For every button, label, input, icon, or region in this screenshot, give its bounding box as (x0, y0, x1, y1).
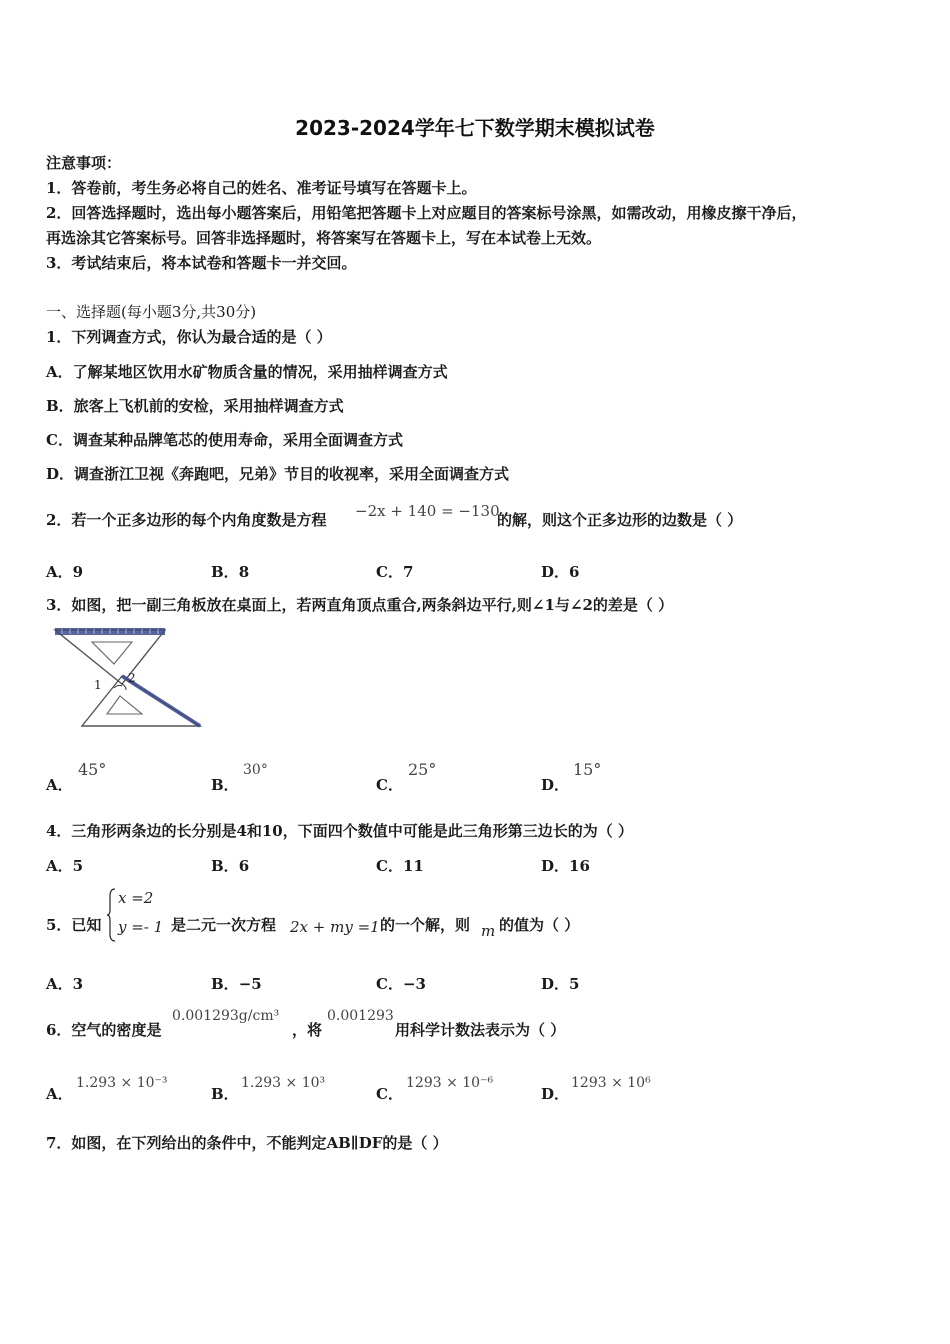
notice-item: 2．回答选择题时，选出每小题答案后，用铅笔把答题卡上对应题目的答案标号涂黑，如需改动，用橡皮擦干净后， (46, 204, 807, 222)
q2-equation: −2x + 140 = −130 (355, 502, 500, 520)
q5-option-c: C．−3 (376, 975, 426, 993)
q3-stem: 3．如图，把一副三角板放在桌面上，若两直角顶点重合,两条斜边平行,则∠1与∠2的差是（ ） (46, 596, 674, 614)
q4-option-d: D．16 (541, 857, 590, 875)
q2-option-b: B．8 (211, 563, 250, 581)
q7-stem: 7．如图，在下列给出的条件中，不能判定AB∥DF的是（ ） (46, 1134, 448, 1152)
q1-option-b: B．旅客上飞机前的安检，采用抽样调查方式 (46, 397, 344, 415)
q5-option-b: B．−5 (211, 975, 262, 993)
page-title: 2023-2024学年七下数学期末模拟试卷 (295, 116, 655, 140)
q5-option-a: A．3 (46, 975, 84, 993)
upper-set-square (55, 630, 165, 684)
q2-option-c: C．7 (376, 563, 414, 581)
q2-option-d: D．6 (541, 563, 580, 581)
q6-option-b-letter: B． (211, 1085, 239, 1103)
system-brace-icon (106, 888, 116, 942)
q5-system-eq2: y =- 1 (118, 918, 164, 936)
q3-option-a-value: 45° (78, 760, 107, 779)
q6-option-d-letter: D． (541, 1085, 570, 1103)
q5-option-d: D．5 (541, 975, 580, 993)
q6-option-c-letter: C． (376, 1085, 403, 1103)
q3-option-c-letter: C． (376, 776, 403, 794)
q3-option-a-letter: A． (46, 776, 73, 794)
q5-system-eq1: x =2 (118, 889, 154, 907)
q6-stem-a: 6．空气的密度是 (46, 1021, 162, 1039)
q2-stem-b: 的解，则这个正多边形的边数是（ ） (497, 511, 743, 529)
q3-option-b-value: 30° (243, 762, 268, 778)
q1-option-d: D．调查浙江卫视《奔跑吧，兄弟》节目的收视率，采用全面调查方式 (46, 465, 510, 483)
q5-stem-c: 的一个解，则 (380, 916, 471, 934)
q4-option-a: A．5 (46, 857, 84, 875)
q6-stem-b: ，将 (292, 1021, 323, 1039)
angle-1-label: 1 (94, 678, 102, 692)
q6-number: 0.001293 (327, 1008, 394, 1024)
triangle-rulers-figure (52, 626, 208, 732)
q3-option-d-value: 15° (573, 760, 602, 779)
q5-stem-a: 5．已知 (46, 916, 102, 934)
q4-option-c: C．11 (376, 857, 424, 875)
q5-variable: m (481, 922, 496, 940)
q1-option-c: C．调查某种品牌笔芯的使用寿命，采用全面调查方式 (46, 431, 403, 449)
notice-item: 3．考试结束后，将本试卷和答题卡一并交回。 (46, 254, 357, 272)
section-heading: 一、选择题(每小题3分,共30分) (46, 303, 257, 321)
q6-option-d-value: 1293 × 10⁶ (571, 1075, 651, 1091)
q6-option-c-value: 1293 × 10⁻⁶ (406, 1075, 494, 1091)
q1-option-a: A．了解某地区饮用水矿物质含量的情况，采用抽样调查方式 (46, 363, 448, 381)
q2-stem-a: 2．若一个正多边形的每个内角度数是方程 (46, 511, 327, 529)
q6-stem-c: 用科学计数法表示为（ ） (395, 1021, 566, 1039)
q5-stem-d: 的值为（ ） (499, 916, 580, 934)
upper-inner-triangle (92, 642, 132, 664)
q4-option-b: B．6 (211, 857, 250, 875)
angle-2-label: 2 (128, 671, 136, 685)
q5-equation: 2x + my =1 (290, 918, 380, 936)
notice-item: 再选涂其它答案标号。回答非选择题时，将答案写在答题卡上，写在本试卷上无效。 (46, 229, 602, 247)
q5-stem-b: 是二元一次方程 (171, 916, 277, 934)
q6-option-b-value: 1.293 × 10³ (241, 1075, 326, 1091)
q3-option-d-letter: D． (541, 776, 570, 794)
lower-inner-triangle (107, 696, 142, 714)
q4-stem: 4．三角形两条边的长分别是4和10，下面四个数值中可能是此三角形第三边长的为（ ） (46, 822, 633, 840)
q3-option-b-letter: B． (211, 776, 239, 794)
q2-option-a: A．9 (46, 563, 84, 581)
q3-option-c-value: 25° (408, 760, 437, 779)
q1-stem: 1．下列调查方式，你认为最合适的是（ ） (46, 328, 332, 346)
notice-heading: 注意事项： (46, 154, 122, 172)
notice-item: 1．答卷前，考生务必将自己的姓名、准考证号填写在答题卡上。 (46, 179, 477, 197)
q6-option-a-letter: A． (46, 1085, 73, 1103)
q6-density: 0.001293g/cm³ (172, 1008, 280, 1024)
q6-option-a-value: 1.293 × 10⁻³ (76, 1075, 168, 1091)
